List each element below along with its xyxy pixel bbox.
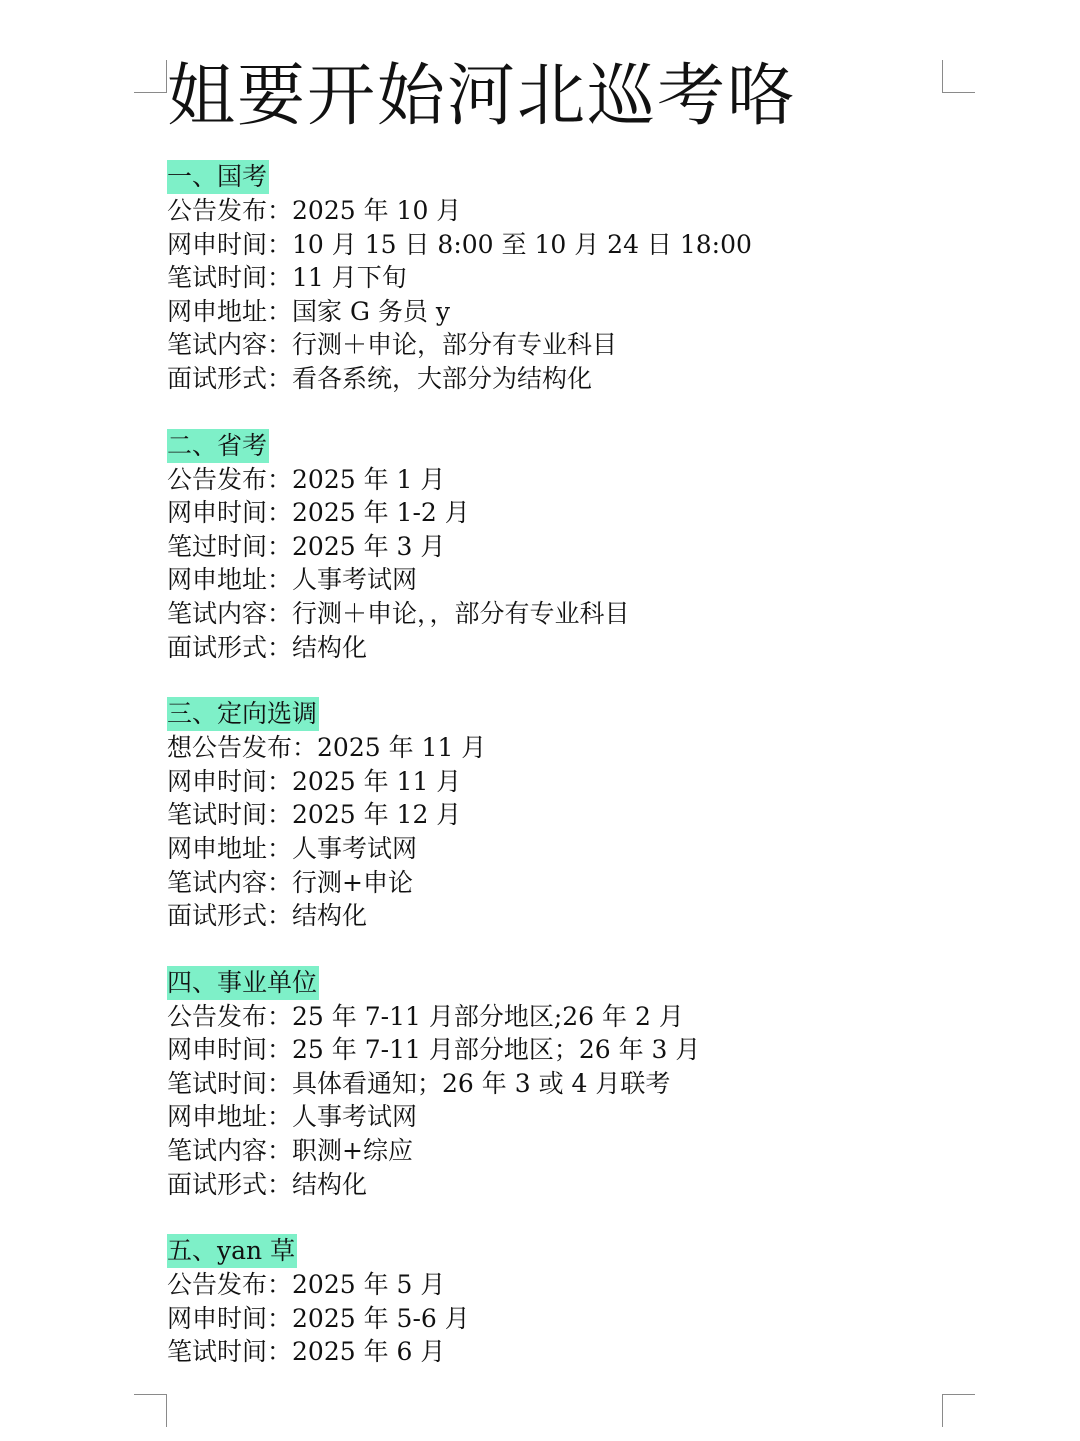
info-row: [167, 563, 947, 597]
info-label: 面试形式：: [167, 901, 293, 931]
info-value: 人事考试网: [292, 833, 418, 863]
info-row: [167, 261, 947, 295]
info-value: 2025 年 11 月: [317, 733, 487, 763]
info-label: 公告发布：: [167, 196, 293, 225]
section-1: [167, 160, 947, 396]
info-label: 面试形式：: [167, 1169, 293, 1199]
info-value: 结构化: [292, 1169, 368, 1199]
info-label: 笔试内容：: [167, 867, 293, 897]
section-heading: 五、yan 草: [167, 1234, 297, 1268]
info-row: [167, 731, 947, 765]
info-value: 2025 年 1-2 月: [292, 498, 470, 528]
info-row: [167, 1100, 947, 1134]
info-label: 网申地址：: [167, 565, 293, 595]
info-row: [167, 631, 947, 665]
info-row: [167, 530, 947, 564]
section-2: [167, 429, 947, 665]
info-row: [167, 496, 947, 530]
section-heading: 三、定向选调: [167, 697, 319, 731]
info-label: 笔试内容：: [167, 330, 293, 360]
section-3: [167, 697, 947, 933]
info-value: 25 年 7-11 月部分地区；26 年 3 月: [292, 1035, 701, 1065]
info-row: [167, 1000, 947, 1034]
info-value: 2025 年 3 月: [292, 531, 446, 561]
page-title: 姐要开始河北巡考咯: [167, 57, 798, 136]
info-value: 行测＋申论，部分有专业科目: [292, 330, 618, 360]
info-row: [167, 765, 947, 799]
info-row: [167, 866, 947, 900]
crop-mark-bottom-left: [134, 1394, 167, 1427]
info-label: 笔过时间：: [167, 531, 293, 561]
info-value: 人事考试网: [292, 1102, 418, 1132]
document-body: [167, 52, 947, 1402]
info-row: [167, 228, 947, 262]
info-row: [167, 1268, 947, 1302]
info-label: 公告发布：: [167, 1270, 293, 1300]
info-label: 网申时间：: [167, 498, 293, 528]
info-row: [167, 832, 947, 866]
info-value: 11 月下旬: [292, 263, 407, 293]
info-label: 笔试时间：: [167, 1337, 293, 1367]
section-heading: 二、省考: [167, 429, 269, 463]
info-row: [167, 899, 947, 933]
info-label: 笔试内容：: [167, 598, 293, 628]
info-label: 笔试时间：: [167, 263, 293, 293]
info-label: 网申地址：: [167, 296, 293, 326]
info-label: 网申时间：: [167, 229, 293, 259]
info-label: 网申地址：: [167, 1102, 293, 1132]
info-row: [167, 194, 947, 228]
info-row: [167, 328, 947, 362]
info-value: 结构化: [292, 901, 368, 931]
info-label: 网申时间：: [167, 1035, 293, 1065]
info-row: [167, 1168, 947, 1202]
info-value: 10 月 15 日 8:00 至 10 月 24 日 18:00: [292, 229, 752, 259]
info-label: 笔试时间：: [167, 1068, 293, 1098]
info-value: 看各系统，大部分为结构化: [292, 363, 593, 393]
info-value: 2025 年 5 月: [292, 1270, 446, 1300]
info-value: 25 年 7-11 月部分地区;26 年 2 月: [292, 1001, 684, 1031]
info-label: 笔试内容：: [167, 1136, 293, 1166]
info-value: 行测+申论: [292, 867, 413, 897]
info-label: 公告发布：: [167, 464, 293, 494]
info-label: 网申时间：: [167, 1303, 293, 1333]
info-value: 2025 年 11 月: [292, 766, 462, 796]
crop-mark-top-left: [134, 60, 167, 93]
info-row: [167, 1134, 947, 1168]
info-row: [167, 1302, 947, 1336]
info-row: [167, 798, 947, 832]
info-label: 公告发布：: [167, 1001, 293, 1031]
info-value: 国家 G 务员 y: [292, 296, 450, 326]
info-value: 职测+综应: [292, 1136, 413, 1166]
info-label: 面试形式：: [167, 632, 293, 662]
info-label: 笔试时间：: [167, 800, 293, 830]
info-value: 人事考试网: [292, 565, 418, 595]
section-heading: 四、事业单位: [167, 966, 319, 1000]
info-label: 网申地址：: [167, 833, 293, 863]
info-value: 结构化: [292, 632, 368, 662]
sections-container: [167, 160, 947, 1369]
info-row: [167, 1033, 947, 1067]
info-label: 想公告发布：: [167, 733, 318, 763]
info-value: 2025 年 6 月: [292, 1337, 446, 1367]
info-value: 具体看通知；26 年 3 或 4 月联考: [292, 1068, 671, 1098]
info-row: [167, 1067, 947, 1101]
info-row: [167, 597, 947, 631]
info-label: 面试形式：: [167, 363, 293, 393]
info-value: 2025 年 12 月: [292, 800, 462, 830]
section-4: [167, 966, 947, 1202]
section-5: [167, 1234, 947, 1369]
info-value: 2025 年 10 月: [292, 196, 462, 225]
info-value: 2025 年 1 月: [292, 464, 446, 494]
info-value: 行测＋申论，，部分有专业科目: [292, 598, 630, 628]
info-label: 网申时间：: [167, 766, 293, 796]
section-heading: 一、国考: [167, 160, 269, 194]
info-row: [167, 362, 947, 396]
info-value: 2025 年 5-6 月: [292, 1303, 470, 1333]
info-row: [167, 1335, 947, 1369]
info-row: [167, 463, 947, 497]
info-row: [167, 295, 947, 329]
